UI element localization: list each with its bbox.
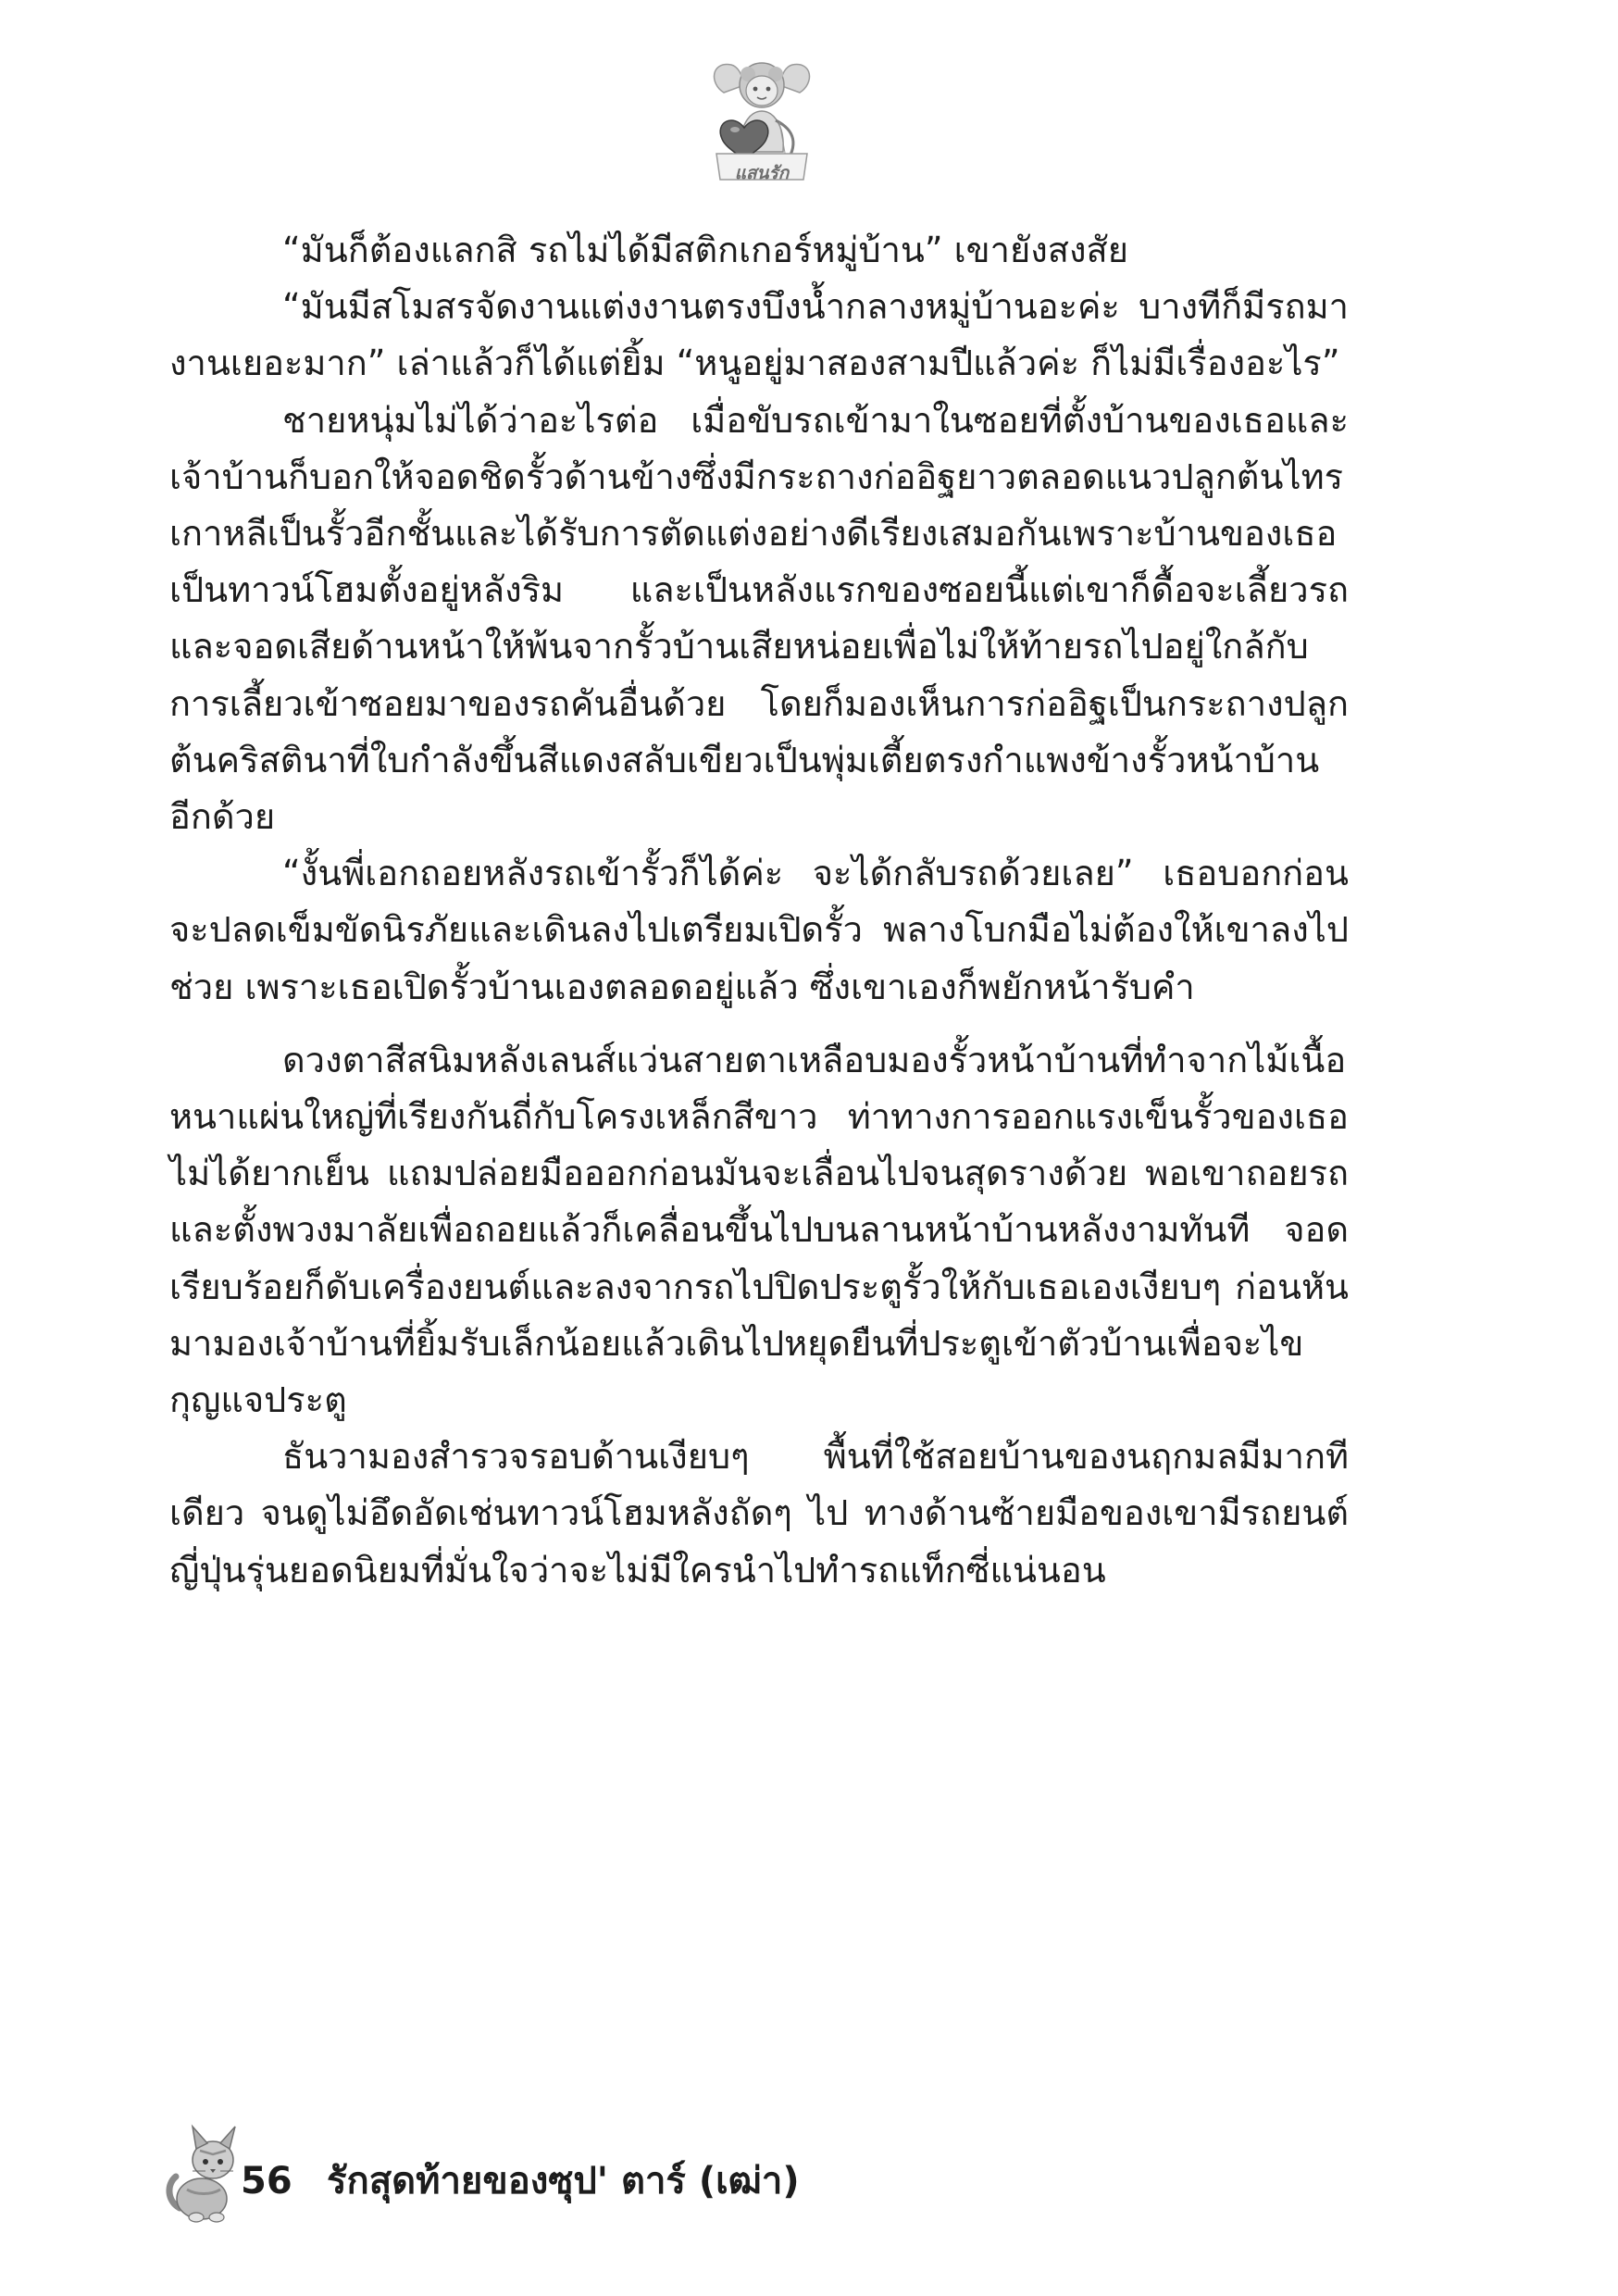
book-title: รักสุดท้ายของซุป' ตาร์ (เฒ่า): [327, 2160, 800, 2202]
logo-text: แสนรัก: [734, 163, 790, 183]
paragraph: “งั้นพี่เอกถอยหลังรถเข้ารั้วก็ได้ค่ะ จะได้กลับรถด้วยเลย” เธอบอกก่อนจะปลดเข็มขัดนิรภัยและเดินลงไปเตรียมเปิดรั้ว พลางโบกมือไม่ต้องให้เขาลงไปช่วย เพราะเธอเปิดรั้วบ้านเองตลอดอยู่แล้ว ซึ่งเขาเองก็พยักหน้ารับคำ: [169, 853, 1349, 1007]
kitten-icon: [165, 2123, 244, 2223]
page-header: [0, 56, 1618, 194]
paragraph: “มันมีสโมสรจัดงานแต่งงานตรงบึงน้ำกลางหมู่บ้านอะค่ะ บางทีก็มีรถมางานเยอะมาก” เล่าแล้วก็ได้แต่ยิ้ม “หนูอยู่มาสองสามปีแล้วค่ะ ก็ไม่มีเรื่องอะไร”: [169, 286, 1349, 384]
angel-logo-icon: [707, 56, 816, 187]
paragraph: “มันก็ต้องแลกสิ รถไม่ได้มีสติกเกอร์หมู่บ้าน” เขายังสงสัย: [282, 230, 1128, 270]
paragraph: ดวงตาสีสนิมหลังเลนส์แว่นสายตาเหลือบมองรั้วหน้าบ้านที่ทำจากไม้เนื้อหนาแผ่นใหญ่ที่เรียงกันถี่กับโครงเหล็กสีขาว ท่าทางการออกแรงเข็นรั้วของเธอไม่ได้ยากเย็น แถมปล่อยมือออกก่อนมันจะเลื่อนไปจนสุดรางด้วย พอเขาถอยรถและตั้งพวงมาลัยเพื่อถอยแล้วก็เคลื่อนขึ้นไปบนลานหน้าบ้านหลังงามทันที จอดเรียบร้อยก็ดับเครื่องยนต์และลงจากรถไปปิดประตูรั้วให้กับเธอเองเงียบๆ ก่อนหันมามองเจ้าบ้านที่ยิ้มรับเล็กน้อยแล้วเดินไปหยุดยืนที่ประตูเข้าตัวบ้านเพื่อจะไขกุญแจประตู: [169, 1039, 1349, 1421]
paragraph: ชายหนุ่มไม่ได้ว่าอะไรต่อ เมื่อขับรถเข้ามาในซอยที่ตั้งบ้านของเธอและเจ้าบ้านก็บอกให้จอดชิดรั้วด้านข้างซึ่งมีกระถางก่ออิฐยาวตลอดแนวปลูกต้นไทรเกาหลีเป็นรั้วอีกชั้นและได้รับการตัดแต่งอย่างดีเรียงเสมอกันเพราะบ้านของเธอเป็นทาวน์โฮมตั้งอยู่หลังริม และเป็นหลังแรกของซอยนี้แต่เขาก็ดื้อจะเลี้ยวรถและจอดเสียด้านหน้าให้พ้นจากรั้วบ้านเสียหน่อยเพื่อไม่ให้ท้ายรถไปอยู่ใกล้กับการเลี้ยวเข้าซอยมาของรถคันอื่นด้วย โดยก็มองเห็นการก่ออิฐเป็นกระถางปลูกต้นคริสตินาที่ใบกำลังขึ้นสีแดงสลับเขียวเป็นพุ่มเตี้ยตรงกำแพงข้างรั้วหน้าบ้านอีกด้วย: [169, 399, 1349, 838]
page-footer: [165, 2123, 1368, 2225]
paragraph: ธันวามองสำรวจรอบด้านเงียบๆ พื้นที่ใช้สอยบ้านของนฤกมลมีมากทีเดียว จนดูไม่อึดอัดเช่นทาวน์โฮมหลังถัดๆ ไป ทางด้านซ้ายมือของเขามีรถยนต์ญี่ปุ่นรุ่นยอดนิยมที่มั่นใจว่าจะไม่มีใครนำไปทำรถแท็กซี่แน่นอน: [169, 1436, 1349, 1591]
body-text: [169, 222, 1349, 1599]
page-number: 56: [241, 2160, 292, 2202]
